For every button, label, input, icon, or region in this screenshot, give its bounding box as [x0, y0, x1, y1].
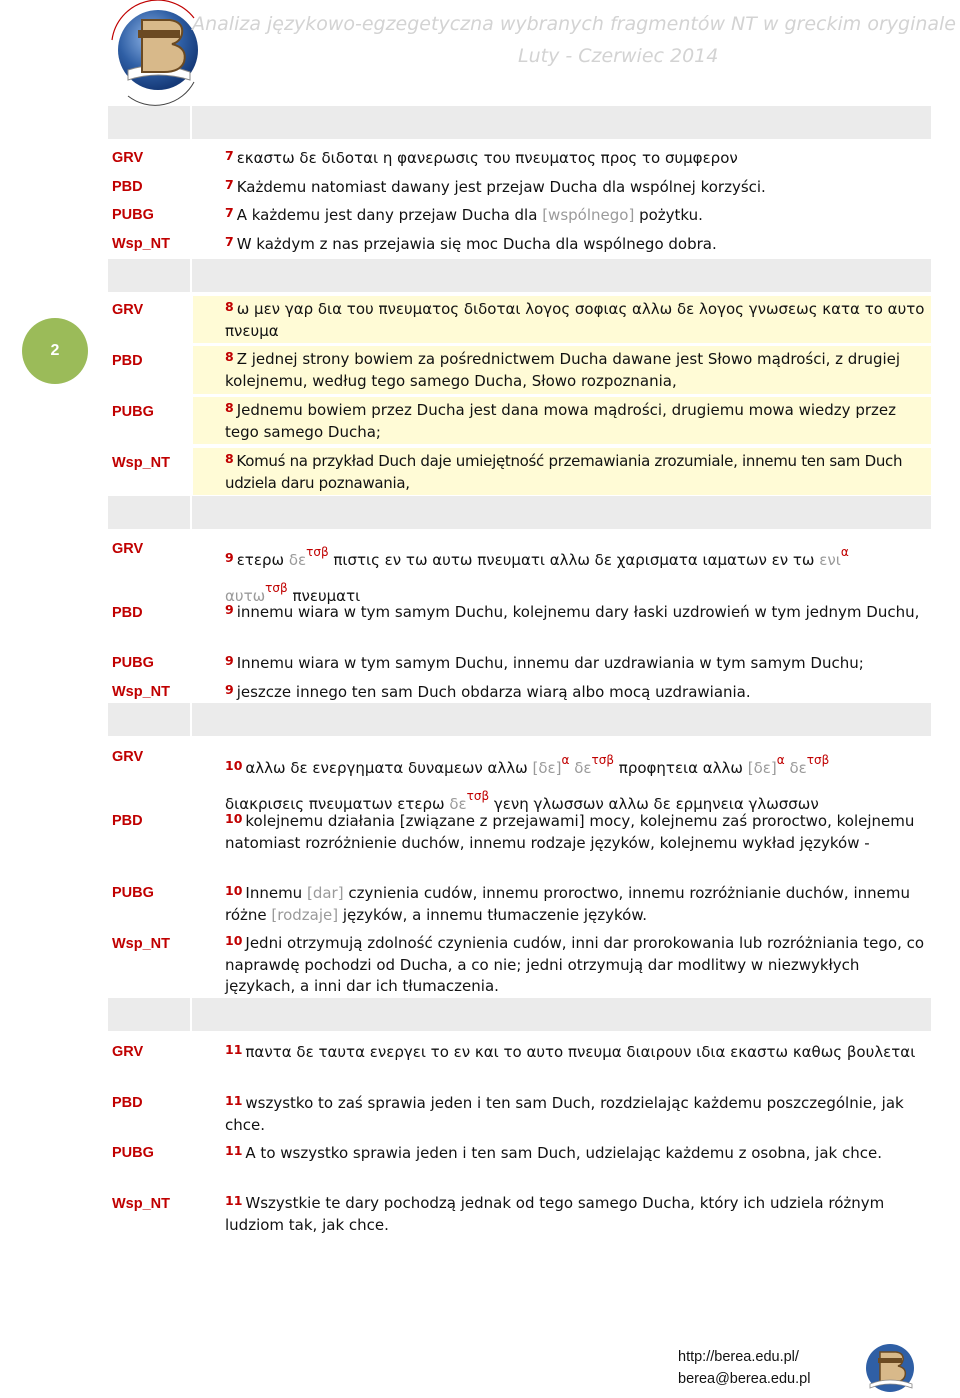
verse-11-pbd: $^{11}$ wszystko to zaś sprawia jeden i ten sam Duch, rozdzielając każdemu poszczególnie, jak chce.: [225, 1093, 904, 1134]
verse-11-wsp: $^{11}$ Wszystkie te dary pochodzą jednak od tego samego Ducha, który ich udziela różnym ludziom tak, jak chce.: [225, 1193, 885, 1234]
verse-7-pubg: $^7$ A każdemu jest dany przejaw Ducha dla [wspólnego] pożytku.: [225, 205, 703, 224]
verse-number: 7: [225, 148, 234, 163]
label-pbd: PBD: [112, 605, 143, 621]
footer-email-link[interactable]: berea@berea.edu.pl: [678, 1371, 811, 1387]
berea-footer-logo: [858, 1340, 922, 1398]
label-pbd: PBD: [112, 179, 143, 195]
verse-number: 10: [225, 811, 243, 826]
document-dates: Luty - Czerwiec 2014: [518, 45, 719, 67]
verse-number: 9: [225, 602, 234, 617]
verse-number: 11: [225, 1143, 243, 1158]
verse-11-grv: $^{11}$ παντα δε ταυτα ενεργει το εν και το αυτο πνευμα διαιρουν ιδια εκαστω καθως βουλεται: [225, 1042, 916, 1061]
verse-10-grv: $^{10}$ αλλω δε ενεργηματα δυναμεων αλλω $[\delta\varepsilon]^\alpha$ $\delta\varepsilon^{\tau\sigma\beta}$ προφητεια αλλω $[\delta\varepsilon]^\alpha$ $\delta\varepsilon^{\tau\sigma\beta}$ διακρισεις πνευματων ετερω $\delta\varepsilon^{\tau\sigma\beta}$ γενη γλωσσων αλλω δε ερμηνεια γλωσσων: [225, 753, 830, 813]
verse-10-pbd: $^{10}$ kolejnemu działania [związane z przejawami] mocy, kolejnemu zaś proroctwo, kolejnemu natomiast rozróżnienie duchów, innemu rodzaje języków, kolejnemu wykład języków -: [225, 811, 915, 852]
verse-9-wsp: $^9$ jeszcze innego ten sam Duch obdarza wiarą albo mocą uzdrawiania.: [225, 682, 751, 701]
separator-band: [108, 259, 931, 292]
verse-9-pbd: $^9$ innemu wiara w tym samym Duchu, kolejnemu dary łaski uzdrowień w tym jednym Duchu,: [225, 602, 920, 621]
label-wsp: Wsp_NT: [112, 455, 170, 471]
label-pubg: PUBG: [112, 404, 154, 420]
separator-band: [108, 703, 931, 736]
label-pubg: PUBG: [112, 207, 154, 223]
label-grv: GRV: [112, 1044, 144, 1060]
verse-number: 10: [225, 933, 243, 948]
label-wsp: Wsp_NT: [112, 1196, 170, 1212]
verse-number: 9: [225, 550, 234, 565]
verse-7-wsp: $^7$ W każdym z nas przejawia się moc Ducha dla wspólnego dobra.: [225, 234, 717, 253]
separator-band: [108, 496, 931, 529]
verse-10-pubg: $^{10}$ Innemu [dar] czynienia cudów, innemu proroctwo, innemu rozróżnianie duchów, innemu różne [rodzaje] języków, a innemu tłumaczenie języków.: [225, 883, 910, 924]
document-title: Analiza językowo-egzegetyczna wybranych fragmentów NT w greckim oryginale: [192, 13, 956, 35]
verse-number: 10: [225, 883, 243, 898]
verse-8-pubg: $^8$ Jednemu bowiem przez Ducha jest dana mowa mądrości, drugiemu mowa wiedzy przez tego samego Ducha;: [193, 397, 931, 444]
verse-10-wsp: $^{10}$ Jedni otrzymują zdolność czynienia cudów, inni dar prorokowania lub rozróżniania tego, co naprawdę pochodzi od Ducha, a co nie; jedni otrzymują dar modlitwy w niezwykłych językach, a inni dar ich tłumaczenia.: [225, 933, 925, 995]
verse-7-grv: $^7$ εκαστω δε διδοται η φανερωσις του πνευματος προς το συμφερον: [225, 148, 738, 167]
label-pbd: PBD: [112, 353, 143, 369]
verse-number: 11: [225, 1093, 243, 1108]
verse-number: 11: [225, 1193, 243, 1208]
verse-7-pbd: $^7$ Każdemu natomiast dawany jest przejaw Ducha dla wspólnej korzyści.: [225, 177, 766, 196]
label-wsp: Wsp_NT: [112, 936, 170, 952]
label-wsp: Wsp_NT: [112, 236, 170, 252]
verse-9-grv: $^9$ ετερω $\delta\varepsilon^{\tau\sigma\beta}$ πιστις εν τω αυτω πνευματι αλλω δε χαρισματα ιαματων εν τω ενι$^\alpha$ αυτω$^{\tau\sigma\beta}$ πνευματι: [225, 545, 849, 605]
verse-number: 8: [225, 299, 234, 314]
label-pbd: PBD: [112, 813, 143, 829]
page-number-badge: 2: [22, 318, 88, 384]
verse-8-pbd: $^8$ Z jednej strony bowiem za pośrednictwem Ducha dawane jest Słowo mądrości, z drugiej kolejnemu, według tego samego Ducha, Słowo rozpoznania,: [193, 346, 931, 394]
label-wsp: Wsp_NT: [112, 684, 170, 700]
label-grv: GRV: [112, 749, 144, 765]
label-pubg: PUBG: [112, 1145, 154, 1161]
separator-band: [108, 998, 931, 1031]
label-pbd: PBD: [112, 1095, 143, 1111]
verse-number: 10: [225, 758, 243, 773]
label-grv: GRV: [112, 150, 144, 166]
verse-number: 8: [225, 349, 234, 364]
verse-number: 7: [225, 234, 234, 249]
verse-number: 8: [225, 451, 234, 466]
label-grv: GRV: [112, 541, 144, 557]
verse-8-grv: $^8$ ω μεν γαρ δια του πνευματος διδοται λογος σοφιας αλλω δε λογος γνωσεως κατα το αυτο πνευμα: [193, 296, 931, 343]
verse-number: 9: [225, 682, 234, 697]
verse-9-pubg: $^9$ Innemu wiara w tym samym Duchu, innemu dar uzdrawiania w tym samym Duchu;: [225, 653, 864, 672]
footer-website-link[interactable]: http://berea.edu.pl/: [678, 1349, 799, 1365]
verse-number: 9: [225, 653, 234, 668]
verse-number: 7: [225, 205, 234, 220]
label-grv: GRV: [112, 302, 144, 318]
separator-band: [108, 106, 931, 139]
label-pubg: PUBG: [112, 655, 154, 671]
verse-number: 7: [225, 177, 234, 192]
verse-11-pubg: $^{11}$ A to wszystko sprawia jeden i ten sam Duch, udzielając każdemu z osobna, jak chce.: [225, 1143, 882, 1162]
verse-8-wsp: $^8$ Komuś na przykład Duch daje umiejętność przemawiania zrozumiale, innemu ten sam Duch udziela daru poznawania,: [193, 448, 931, 495]
label-pubg: PUBG: [112, 885, 154, 901]
verse-number: 11: [225, 1042, 243, 1057]
verse-number: 8: [225, 400, 234, 415]
